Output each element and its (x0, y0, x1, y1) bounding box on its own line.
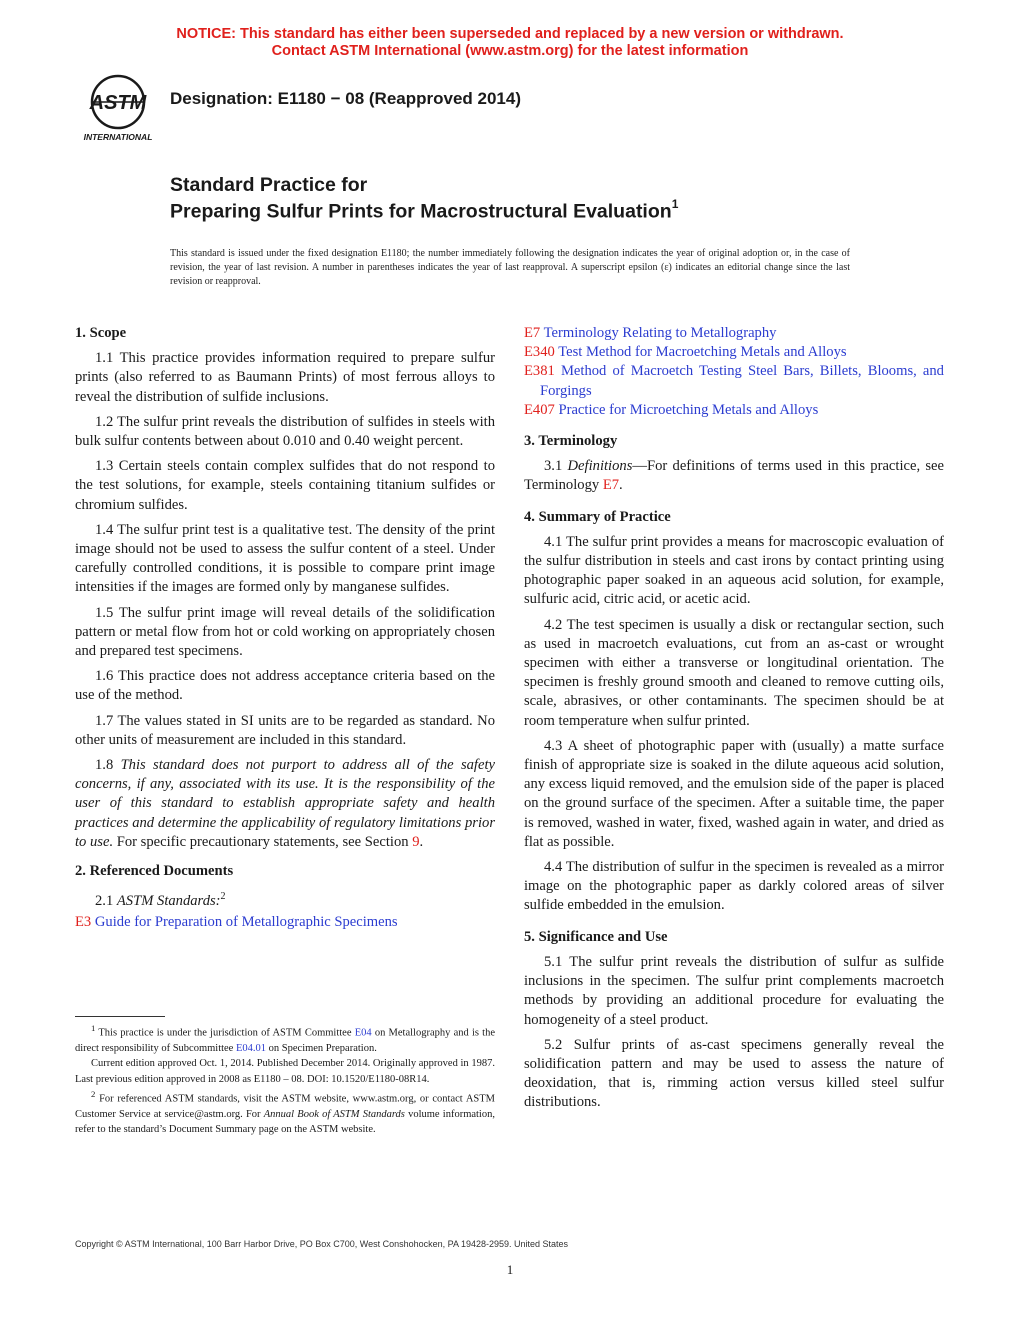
ref-item-e3[interactable] (75, 913, 495, 932)
para-1-8 (75, 756, 495, 852)
footnote-2-ref[interactable]: 2 (220, 891, 226, 903)
issued-note: This standard is issued under the fixed designation E1180; the number immediately following the designation indicates the year of original adoption or, in the case of revision, the year of last revision. A number in parentheses indicates the year of last reapproval. A superscript epsilon (ε) indicates an editorial change since the last revision or reapproval. (170, 248, 850, 287)
para-1-4: 1.4 The sulfur print test is a qualitative test. The density of the print image should not be used to assess the sulfur content of a steel. Under carefully controlled conditions, it is possible to compare print image intensities if the images are formed only by manganese sulfides. (75, 521, 495, 596)
page-number: 1 (506, 1262, 514, 1277)
para-3-1-num: 3.1 (544, 458, 568, 475)
ref-code[interactable]: E7 (524, 325, 541, 341)
footnote-1-edition: Current edition approved Oct. 1, 2014. Published December 2014. Originally approved in 1987. Last previous edition approved in 2008 as E1180 – 08. DOI: 10.1520/E1180-08R14. (75, 1058, 495, 1085)
notice-line-1: NOTICE: This standard has either been superseded and replaced by a new version or withdrawn. (176, 26, 844, 42)
footnote-1-text-b: on Metallography and is the direct responsibility of Subcommittee (75, 1027, 495, 1054)
ref-code[interactable]: E340 (524, 344, 555, 361)
copyright-line: Copyright © ASTM International, 100 Barr Harbor Drive, PO Box C700, West Conshohocken, PA 19428-2959. United States (75, 1239, 569, 1249)
right-column (524, 324, 944, 1119)
designation: Designation: E1180 − 08 (Reapproved 2014) (170, 89, 522, 108)
footnote-2-text-b: volume information, refer to the standard’s Document Summary page on the ASTM website. (75, 1109, 495, 1136)
para-1-8-italic: This standard does not purport to address all of the safety concerns, if any, associated with its use. It is the responsibility of the user of this standard to establish appropriate safety and health practices and determine the applicability of regulatory limitations prior to use. (75, 757, 495, 850)
ref-code[interactable]: E3 (75, 914, 92, 931)
footnote-2-marker: 2 (91, 1089, 96, 1100)
section-9-link[interactable]: 9 (412, 833, 420, 850)
para-3-1-text: —For definitions of terms used in this practice, see Terminology (524, 458, 945, 494)
para-1-6: 1.6 This practice does not address acceptance criteria based on the use of the method. (75, 668, 495, 704)
withdrawn-notice (0, 26, 1020, 60)
astm-logo-icon (74, 72, 162, 144)
para-2-1-italic: ASTM Standards: (116, 893, 221, 910)
para-1-1: 1.1 This practice provides information required to prepare sulfur prints (also referred to as Baumann Prints) of most ferrous alloys to reveal the distribution of sulfide inclusions. (75, 350, 495, 405)
left-column (75, 324, 495, 933)
footnote-1-marker: 1 (91, 1023, 96, 1033)
footnote-2-italic: Annual Book of ASTM Standards (263, 1109, 405, 1121)
para-1-3: 1.3 Certain steels contain complex sulfides that do not respond to the test solutions, for example, steels containing titanium sulfides or chromium sulfides. (75, 458, 495, 513)
ref-item-e407[interactable] (524, 401, 944, 420)
footnote-1-text-a: This practice is under the jurisdiction of ASTM Committee (95, 1027, 355, 1039)
title-text: Preparing Sulfur Prints for Macrostructural Evaluation (170, 200, 672, 223)
ref-item-e7[interactable] (524, 324, 944, 343)
footnote-2 (75, 1087, 495, 1138)
logo-subtext: INTERNATIONAL (83, 132, 153, 142)
logo-text: ASTM (89, 92, 147, 114)
para-3-1-italic: Definitions (567, 458, 633, 475)
para-5-1: 5.1 The sulfur print reveals the distribution of sulfur as sulfide inclusions in the specimen. The sulfur print complements macroetch methods by providing an additional procedure for evaluating the homogeneity of a steel product. (524, 953, 944, 1028)
para-1-5: 1.5 The sulfur print image will reveal details of the solidification pattern or metal flow from hot or cold working on appropriately chosen and prepared test specimens. (75, 604, 495, 660)
ref-title[interactable]: Terminology Relating to Metallography (543, 325, 777, 341)
para-4-3: 4.3 A sheet of photographic paper with (usually) a matte surface finish of appropriate size is soaked in the dilute aqueous acid solution, any excess liquid removed, and the emulsion side of the paper is placed on the ground surface of the specimen. After a suitable time, the paper is removed, washed in water, fixed, washed again in water, and dried as flat as possible. (524, 737, 944, 850)
ref-title[interactable]: Method of Macroetch Testing Steel Bars, Billets, Blooms, and Forgings (540, 363, 944, 399)
para-2-1 (75, 887, 495, 911)
para-1-8-end: . (419, 833, 424, 850)
para-2-1-num: 2.1 (95, 893, 117, 910)
title-line-1: Standard Practice for (170, 174, 368, 196)
title-line-2 (170, 199, 678, 224)
para-3-1 (524, 457, 944, 495)
committee-e04-link[interactable]: E04 (354, 1027, 372, 1039)
ref-code[interactable]: E407 (524, 401, 555, 418)
para-3-1-end: . (619, 477, 623, 494)
footnote-divider (75, 1016, 165, 1017)
footnote-1 (75, 1021, 495, 1056)
subcommittee-e04-01-link[interactable]: E04.01 (235, 1042, 267, 1054)
ref-item-e381[interactable] (524, 362, 944, 400)
para-1-7: 1.7 The values stated in SI units are to be regarded as standard. No other units of measurement are included in this standard. (75, 712, 495, 748)
section-heading-summary: 4. Summary of Practice (524, 508, 671, 525)
footnote-2-text-a: For referenced ASTM standards, visit the ASTM website, www.astm.org, or contact ASTM Customer Service at service@astm.org. For (75, 1093, 495, 1121)
para-4-2: 4.2 The test specimen is usually a disk or rectangular section, such as used in macroetch evaluations, cut from an as-cast or wrought specimen with either a transverse or longitudinal orientation. The specimen is freshly ground smooth and cleaned to remove cutting oils, scale, abrasives, or other contaminants. The specimen should be at room temperature when sulfur printed. (524, 616, 944, 729)
section-heading-scope: 1. Scope (75, 325, 127, 341)
ref-title[interactable]: Guide for Preparation of Metallographic Specimens (94, 914, 398, 931)
section-heading-significance: 5. Significance and Use (524, 928, 668, 945)
footnote-1-text-c: on Specimen Preparation. (266, 1042, 377, 1054)
section-heading-terminology: 3. Terminology (524, 433, 618, 450)
footnotes (75, 1021, 495, 1138)
notice-line-2: Contact ASTM International (www.astm.org) for the latest information (271, 43, 749, 59)
para-4-4: 4.4 The distribution of sulfur in the specimen is revealed as a mirror image on the photographic paper as darkly colored areas of silver sulfide embedded in the emulsion. (524, 859, 944, 914)
ref-item-e340[interactable] (524, 343, 944, 362)
ref-title[interactable]: Test Method for Macroetching Metals and Alloys (558, 344, 847, 361)
para-4-1: 4.1 The sulfur print provides a means for macroscopic evaluation of the sulfur distribution in steels and cast irons by contact printing using photographic paper soaked in an aqueous acid solution, for example, sulfuric acid, citric acid, or acetic acid. (524, 533, 944, 608)
para-1-2: 1.2 The sulfur print reveals the distribution of sulfides in steels with bulk sulfur contents between about 0.010 and 0.40 weight percent. (75, 413, 495, 450)
section-heading-refdocs: 2. Referenced Documents (75, 863, 234, 880)
para-1-8-num: 1.8 (95, 757, 121, 774)
ref-code[interactable]: E381 (524, 363, 555, 380)
para-5-2: 5.2 Sulfur prints of as-cast specimens generally reveal the solidification pattern and may be used to assess the nature of deoxidation, that is, rimming action versus killed steel sulfur distributions. (524, 1036, 944, 1111)
ref-title[interactable]: Practice for Microetching Metals and Alloys (558, 401, 819, 418)
e7-link[interactable]: E7 (602, 477, 620, 494)
para-1-8-tail: For specific precautionary statements, see Section (113, 833, 413, 850)
title-footnote-ref[interactable]: 1 (671, 197, 679, 211)
astm-logo (74, 72, 162, 144)
